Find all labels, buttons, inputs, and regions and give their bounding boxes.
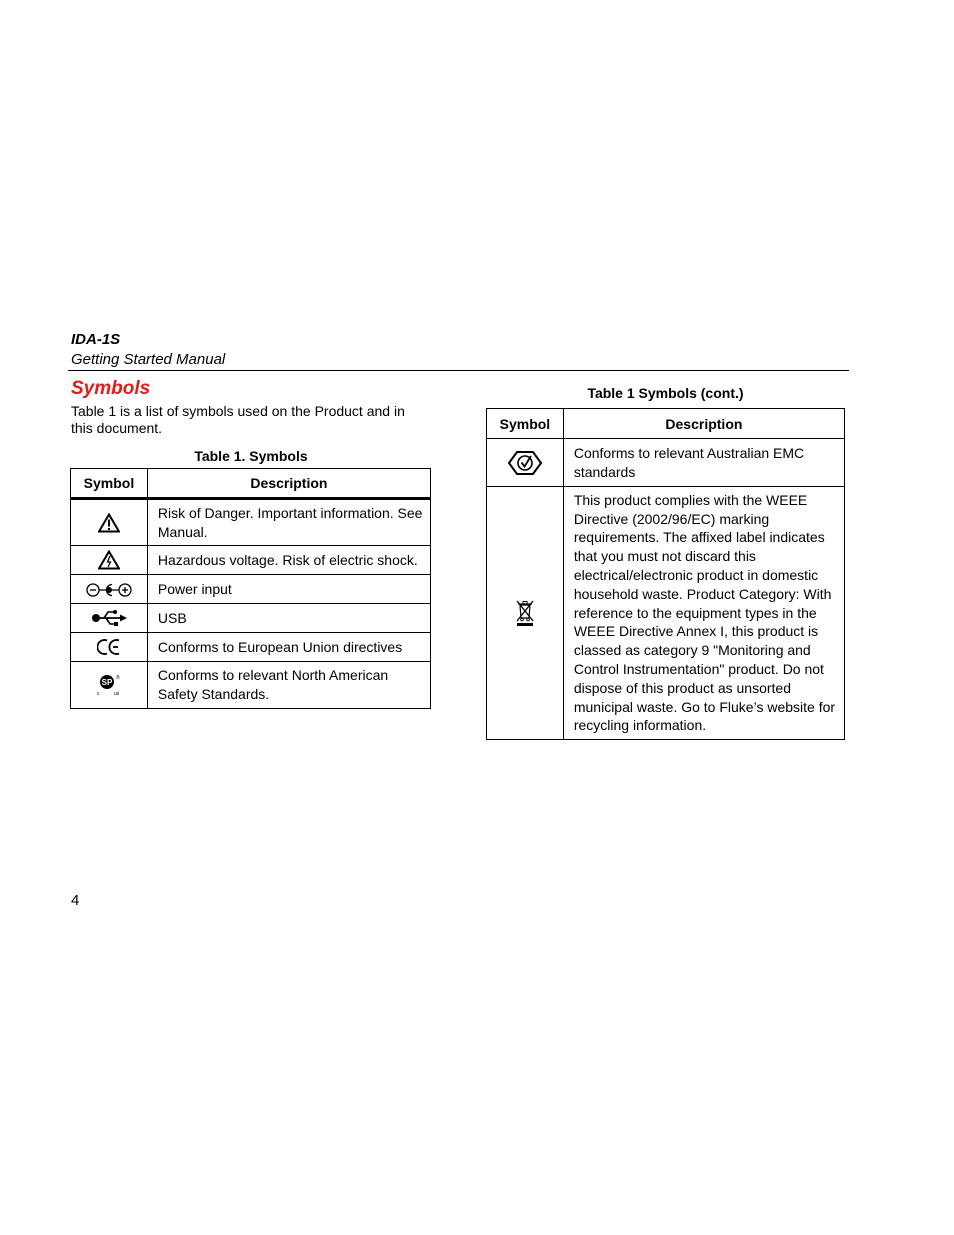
table-header-row: [487, 409, 845, 439]
table-row: [71, 546, 431, 575]
table-row: [71, 499, 431, 546]
header-rule: [68, 370, 849, 371]
header-manual-title: Getting Started Manual: [71, 351, 226, 368]
table-row: [71, 633, 431, 662]
col-header-symbol: Symbol: [71, 469, 148, 499]
col-header-symbol: Symbol: [487, 409, 564, 439]
table-row: [487, 439, 845, 487]
symbols-table: [70, 468, 431, 709]
csa-c-text: c: [96, 691, 100, 697]
intro-paragraph: Table 1 is a list of symbols used on the Product and in this document.: [71, 403, 405, 436]
rcm-mark-icon: [507, 450, 543, 476]
csa-mark-icon: [95, 673, 123, 697]
hazardous-voltage-icon: [98, 550, 120, 570]
table1-caption: Table 1. Symbols: [194, 448, 308, 464]
table1-cont-caption: Table 1 Symbols (cont.): [587, 385, 744, 401]
ce-mark-icon: [97, 638, 121, 656]
row-description: Conforms to relevant North American Safety Standards.: [147, 662, 430, 709]
row-description: Conforms to relevant Australian EMC standards: [563, 439, 844, 487]
page-number: 4: [71, 892, 80, 909]
header-model: IDA-1S: [71, 331, 121, 348]
csa-registered-text: ®: [115, 675, 120, 681]
symbols-table-continued: [486, 408, 845, 740]
weee-bin-icon: [514, 599, 536, 627]
svg-text:SP: SP: [101, 678, 113, 687]
usb-icon: [91, 609, 127, 627]
row-description: Power input: [147, 575, 430, 604]
row-description: Risk of Danger. Important information. See Manual.: [147, 499, 430, 546]
table-header-row: [71, 469, 431, 499]
row-description: Hazardous voltage. Risk of electric shock.: [147, 546, 430, 575]
section-title: Symbols: [71, 378, 151, 399]
warning-triangle-icon: [98, 513, 120, 533]
row-description: Conforms to European Union directives: [147, 633, 430, 662]
table-row: [71, 604, 431, 633]
power-input-polarity-icon: [86, 582, 132, 598]
csa-us-text: us: [113, 691, 120, 697]
table-row: [71, 575, 431, 604]
row-description: This product complies with the WEEE Directive (2002/96/EC) marking requirements. The affixed label indicates that you must not discard this electrical/electronic product in domestic household waste. Product Category: With reference to the equipment types in the WEEE Directive Annex I, this product is classed as category 9 "Monitoring and Control Instrumentation" product. Do not dispose of this product as unsorted municipal waste. Go to Fluke’s website for recycling information.: [563, 487, 844, 740]
row-description: USB: [147, 604, 430, 633]
table-row: [71, 662, 431, 709]
table-row: [487, 487, 845, 740]
col-header-description: Description: [147, 469, 430, 499]
col-header-description: Description: [563, 409, 844, 439]
